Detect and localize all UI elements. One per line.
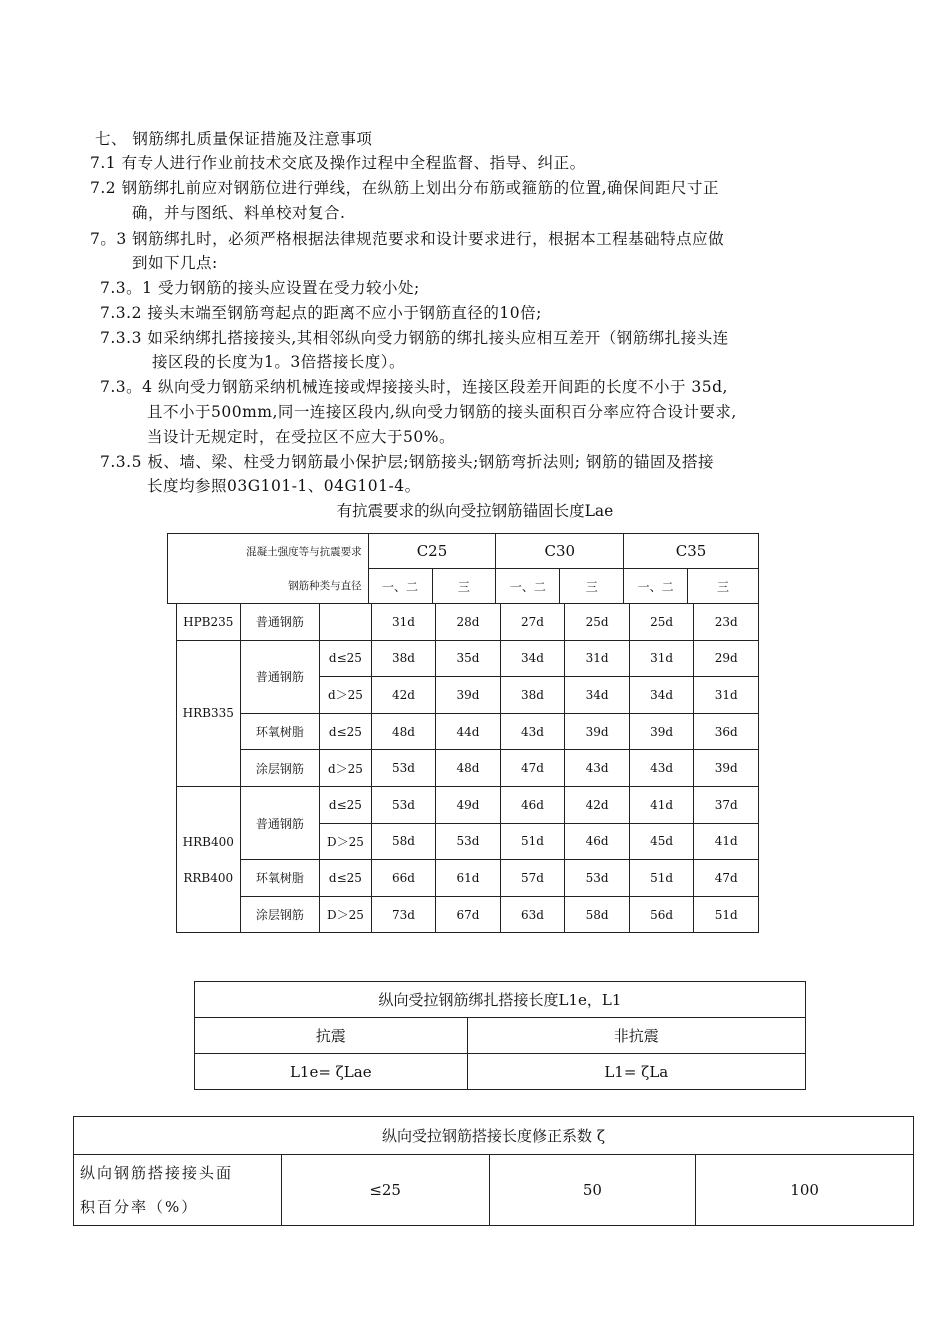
- para-7-2-line2: 确，并与图纸、料单校对复合.: [132, 204, 346, 222]
- value-cell: 41d: [629, 786, 694, 823]
- value-cell: 43d: [565, 750, 630, 787]
- diameter-cell: d≤25: [320, 786, 371, 823]
- diameter-cell: d≤25: [320, 640, 371, 677]
- value-cell: 27d: [500, 604, 565, 641]
- para-7-3-5-line2: 长度均参照03G101-1、04G101-4。: [147, 477, 421, 495]
- para-7-3-4-line3: 当设计无规定时，在受拉区不应大于50%。: [147, 428, 455, 446]
- para-7-2-line1: 7.2 钢筋绑扎前应对钢筋位进行弹线，在纵筋上划出分布筋或箍筋的位置,确保间距尺寸正: [90, 179, 720, 197]
- value-cell: 29d: [694, 640, 759, 677]
- rebar-kind: 涂层钢筋: [240, 896, 320, 933]
- value-cell: 34d: [629, 677, 694, 714]
- lap-col-nonseismic: 非抗震: [467, 1018, 805, 1054]
- lap-col-seismic: 抗震: [195, 1018, 468, 1054]
- factor-value: 50: [489, 1155, 696, 1226]
- factor-value: 100: [696, 1155, 914, 1226]
- table-row: [74, 1155, 914, 1226]
- value-cell: 49d: [436, 786, 501, 823]
- value-cell: 45d: [629, 823, 694, 860]
- value-cell: 25d: [629, 604, 694, 641]
- factor-label-line1: 纵向钢筋搭接接头面: [80, 1164, 234, 1182]
- value-cell: 41d: [694, 823, 759, 860]
- anchor-table-body: [176, 603, 759, 933]
- value-cell: 34d: [565, 677, 630, 714]
- value-cell: 58d: [371, 823, 436, 860]
- value-cell: 46d: [500, 786, 565, 823]
- value-cell: 57d: [500, 860, 565, 897]
- diameter-cell: [320, 604, 371, 641]
- table-row: [195, 1054, 806, 1090]
- value-cell: 63d: [500, 896, 565, 933]
- level-cell: 三: [560, 569, 624, 604]
- para-7-3-1: 7.3。1 受力钢筋的接头应设置在受力较小处;: [100, 279, 420, 297]
- table-row: [195, 1018, 806, 1054]
- value-cell: 58d: [565, 896, 630, 933]
- level-cell: 一、二: [496, 569, 560, 604]
- para-7-3-4-line1: 7.3。4 纵向受力钢筋采纳机械连接或焊接接头时，连接区段差开间距的长度不小于 35d,: [100, 378, 728, 396]
- correction-factor-table: [73, 1116, 914, 1226]
- grade-c35: C35: [624, 534, 759, 569]
- table-row: [177, 713, 759, 750]
- anchor-table-caption: 有抗震要求的纵向受拉钢筋锚固长度Lae: [336, 502, 614, 520]
- para-7-3-line2: 到如下几点:: [132, 254, 218, 272]
- diameter-cell: d≤25: [320, 713, 371, 750]
- para-7-1: 7.1 有专人进行作业前技术交底及操作过程中全程监督、指导、纠正。: [90, 154, 586, 172]
- value-cell: 53d: [436, 823, 501, 860]
- rebar-kind: 环氧树脂: [240, 713, 320, 750]
- value-cell: 38d: [371, 640, 436, 677]
- diameter-cell: D＞25: [320, 823, 371, 860]
- value-cell: 46d: [565, 823, 630, 860]
- header-rebar-label: 钢筋种类与直径: [288, 579, 362, 592]
- value-cell: 42d: [371, 677, 436, 714]
- value-cell: 35d: [436, 640, 501, 677]
- value-cell: 53d: [371, 750, 436, 787]
- anchor-table-header: [167, 533, 759, 604]
- diameter-cell: D＞25: [320, 896, 371, 933]
- value-cell: 31d: [371, 604, 436, 641]
- value-cell: 53d: [565, 860, 630, 897]
- para-7-3-line1: 7。3 钢筋绑扎时，必须严格根据法律规范要求和设计要求进行，根据本工程基础特点应做: [90, 230, 725, 248]
- grade-c25: C25: [368, 534, 496, 569]
- value-cell: 61d: [436, 860, 501, 897]
- rebar-type-hpb235: HPB235: [177, 604, 241, 641]
- value-cell: 56d: [629, 896, 694, 933]
- header-strength-label: 混凝土强度等与抗震要求: [246, 545, 362, 558]
- lap-formula-nonseismic: L1= ζLa: [467, 1054, 805, 1090]
- level-cell: 三: [688, 569, 759, 604]
- diameter-cell: d＞25: [320, 677, 371, 714]
- factor-row-label: [74, 1155, 282, 1226]
- value-cell: 31d: [565, 640, 630, 677]
- value-cell: 51d: [500, 823, 565, 860]
- value-cell: 43d: [500, 713, 565, 750]
- table-row: [177, 604, 759, 641]
- table-row: [195, 982, 806, 1018]
- value-cell: 36d: [694, 713, 759, 750]
- para-7-3-3-line1: 7.3.3 如采纳绑扎搭接接头,其相邻纵向受力钢筋的绑扎接头应相互差开（钢筋绑扎接头连: [100, 329, 729, 347]
- value-cell: 28d: [436, 604, 501, 641]
- value-cell: 43d: [629, 750, 694, 787]
- table-row: [177, 786, 759, 823]
- level-cell: 一、二: [368, 569, 432, 604]
- rebar-type-rrb400: RRB400: [183, 870, 234, 885]
- value-cell: 53d: [371, 786, 436, 823]
- value-cell: 73d: [371, 896, 436, 933]
- value-cell: 47d: [694, 860, 759, 897]
- table-row: [74, 1117, 914, 1155]
- value-cell: 31d: [629, 640, 694, 677]
- table-row: [177, 750, 759, 787]
- value-cell: 67d: [436, 896, 501, 933]
- section-heading: 七、 钢筋绑扎质量保证措施及注意事项: [95, 130, 373, 148]
- header-corner-cell: [168, 534, 369, 604]
- value-cell: 31d: [694, 677, 759, 714]
- value-cell: 66d: [371, 860, 436, 897]
- rebar-kind: 普通钢筋: [240, 640, 320, 713]
- grade-c30: C30: [496, 534, 624, 569]
- rebar-type-hrb400-rrb400: [177, 786, 241, 932]
- level-cell: 三: [432, 569, 496, 604]
- factor-table-title: 纵向受拉钢筋搭接长度修正系数 ζ: [74, 1117, 914, 1155]
- value-cell: 39d: [565, 713, 630, 750]
- para-7-3-5-line1: 7.3.5 板、墙、梁、柱受力钢筋最小保护层;钢筋接头;钢筋弯折法则; 钢筋的锚固及搭接: [100, 453, 714, 471]
- value-cell: 48d: [371, 713, 436, 750]
- level-cell: 一、二: [624, 569, 688, 604]
- table-row: [177, 640, 759, 677]
- rebar-type-hrb335: HRB335: [177, 640, 241, 786]
- rebar-kind: 普通钢筋: [240, 786, 320, 859]
- value-cell: 34d: [500, 640, 565, 677]
- lap-table-title: 纵向受拉钢筋绑扎搭接长度L1e，L1: [195, 982, 806, 1018]
- value-cell: 39d: [436, 677, 501, 714]
- value-cell: 37d: [694, 786, 759, 823]
- value-cell: 47d: [500, 750, 565, 787]
- value-cell: 39d: [694, 750, 759, 787]
- rebar-kind: 涂层钢筋: [240, 750, 320, 787]
- para-7-3-4-line2: 且不小于500mm,同一连接区段内,纵向受力钢筋的接头面积百分率应符合设计要求,: [147, 403, 737, 421]
- rebar-kind: 普通钢筋: [240, 604, 320, 641]
- value-cell: 38d: [500, 677, 565, 714]
- value-cell: 48d: [436, 750, 501, 787]
- lap-length-table: [194, 981, 806, 1090]
- para-7-3-3-line2: 接区段的长度为1。3倍搭接长度）。: [152, 353, 405, 371]
- value-cell: 42d: [565, 786, 630, 823]
- value-cell: 51d: [629, 860, 694, 897]
- rebar-type-hrb400: HRB400: [182, 834, 234, 849]
- value-cell: 39d: [629, 713, 694, 750]
- diameter-cell: d≤25: [320, 860, 371, 897]
- factor-value: ≤25: [281, 1155, 489, 1226]
- para-7-3-2: 7.3.2 接头末端至钢筋弯起点的距离不应小于钢筋直径的10倍;: [100, 304, 542, 322]
- lap-formula-seismic: L1e= ζLae: [195, 1054, 468, 1090]
- value-cell: 23d: [694, 604, 759, 641]
- rebar-kind: 环氧树脂: [240, 860, 320, 897]
- table-row: [177, 896, 759, 933]
- diameter-cell: d＞25: [320, 750, 371, 787]
- value-cell: 51d: [694, 896, 759, 933]
- value-cell: 44d: [436, 713, 501, 750]
- value-cell: 25d: [565, 604, 630, 641]
- table-row: [177, 860, 759, 897]
- factor-label-line2: 积百分率（%）: [80, 1198, 199, 1216]
